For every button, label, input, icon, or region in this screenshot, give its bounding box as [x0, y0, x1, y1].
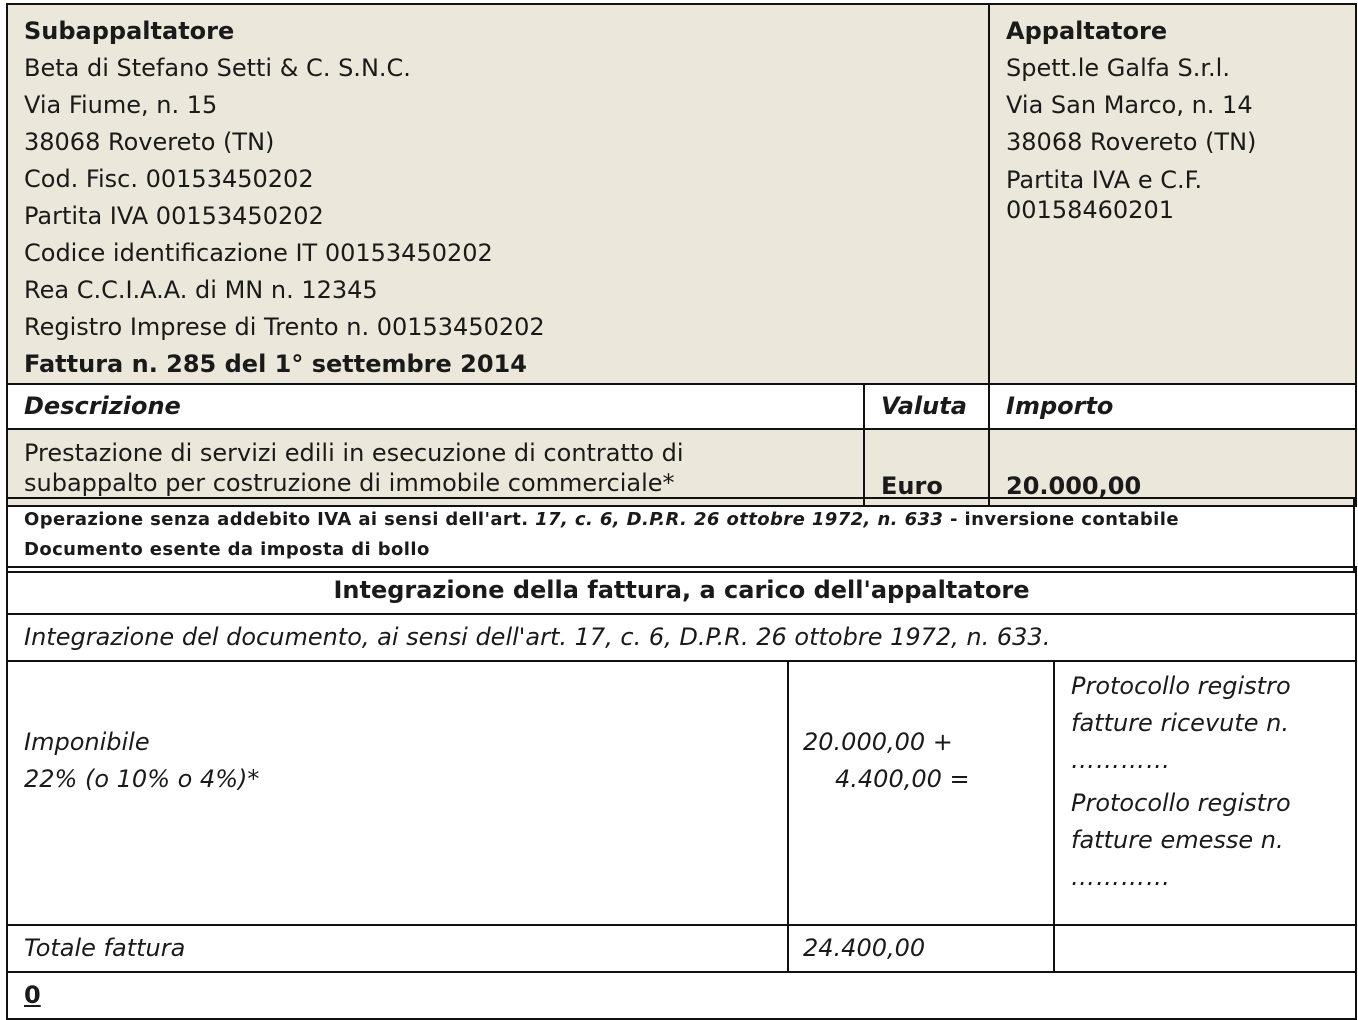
protocol-cell — [1054, 661, 1356, 925]
protocol-received-line: fatture ricevute n. — [1071, 709, 1290, 737]
notes-cell — [7, 498, 1354, 572]
value-imponibile: 20.000,00 + — [803, 728, 953, 756]
item-currency-cell — [864, 429, 989, 506]
parties-row — [7, 4, 1356, 384]
col-importo-header: Importo — [989, 384, 1356, 429]
invoice-title: Fattura n. 285 del 1° settembre 2014 — [24, 350, 527, 378]
invoice-header-table — [6, 3, 1357, 507]
subappaltatore-cell — [7, 4, 989, 384]
protocol-issued-line: Protocollo registro — [1071, 789, 1291, 817]
integration-values-row — [7, 661, 1356, 925]
subappaltatore-line: Partita IVA 00153450202 — [24, 202, 324, 230]
appaltatore-heading: Appaltatore — [1006, 17, 1168, 45]
col-valuta-header: Valuta — [864, 384, 989, 429]
integration-table — [6, 566, 1357, 1020]
appaltatore-cell — [989, 4, 1356, 384]
integration-amounts-cell — [788, 661, 1054, 925]
notes-table — [6, 497, 1355, 573]
subappaltatore-line: Codice identificazione IT 00153450202 — [24, 239, 493, 267]
subappaltatore-heading: Subappaltatore — [24, 17, 235, 45]
footer-row — [7, 972, 1356, 1019]
footer-value: 0 — [24, 981, 41, 1009]
item-amount: 20.000,00 — [1006, 472, 1142, 500]
subappaltatore-line: Cod. Fisc. 00153450202 — [24, 165, 314, 193]
footer-cell — [7, 972, 1356, 1019]
appaltatore-piva-label: Partita IVA e C.F. — [1006, 166, 1203, 194]
label-aliquota: 22% (o 10% o 4%)* — [24, 765, 260, 793]
appaltatore-line: Via San Marco, n. 14 — [1006, 91, 1253, 119]
item-description-line: subappalto per costruzione di immobile commerciale* — [24, 469, 675, 497]
integration-labels-cell — [7, 661, 788, 925]
total-empty-cell — [1054, 925, 1356, 972]
protocol-received-line: Protocollo registro — [1071, 672, 1291, 700]
subappaltatore-line: Via Fiume, n. 15 — [24, 91, 218, 119]
integration-title: Integrazione della fattura, a carico dell'appaltatore — [7, 567, 1356, 614]
label-imponibile: Imponibile — [24, 728, 150, 756]
items-header-row — [7, 384, 1356, 429]
col-descrizione-header: Descrizione — [7, 384, 864, 429]
item-description-line: Prestazione di servizi edili in esecuzione di contratto di — [24, 439, 684, 467]
item-currency: Euro — [881, 472, 943, 500]
subappaltatore-line: Registro Imprese di Trento n. 00153450202 — [24, 313, 545, 341]
total-row — [7, 925, 1356, 972]
item-row — [7, 429, 1356, 506]
note-line: Operazione senza addebito IVA ai sensi dell'art. 17, c. 6, D.P.R. 26 ottobre 1972, n. 633 - inversione contabile — [24, 509, 1179, 530]
value-iva: 4.400,00 = — [835, 765, 970, 793]
integration-subtitle: Integrazione del documento, ai sensi dell'art. 17, c. 6, D.P.R. 26 ottobre 1972, n. 633. — [7, 614, 1356, 661]
subappaltatore-line: 38068 Rovereto (TN) — [24, 128, 275, 156]
appaltatore-piva-value: 00158460201 — [1006, 196, 1174, 224]
total-value: 24.400,00 — [788, 925, 1054, 972]
appaltatore-line: Spett.le Galfa S.r.l. — [1006, 54, 1230, 82]
subappaltatore-line: Rea C.C.I.A.A. di MN n. 12345 — [24, 276, 378, 304]
total-label: Totale fattura — [7, 925, 788, 972]
protocol-issued-line: fatture emesse n. — [1071, 826, 1284, 854]
item-description — [7, 429, 864, 506]
note-line: Documento esente da imposta di bollo — [24, 539, 430, 560]
protocol-received-number: ………… — [1071, 746, 1171, 774]
appaltatore-line: 38068 Rovereto (TN) — [1006, 128, 1257, 156]
protocol-issued-number: ………… — [1071, 863, 1171, 891]
subappaltatore-line: Beta di Stefano Setti & C. S.N.C. — [24, 54, 411, 82]
item-amount-cell — [989, 429, 1356, 506]
